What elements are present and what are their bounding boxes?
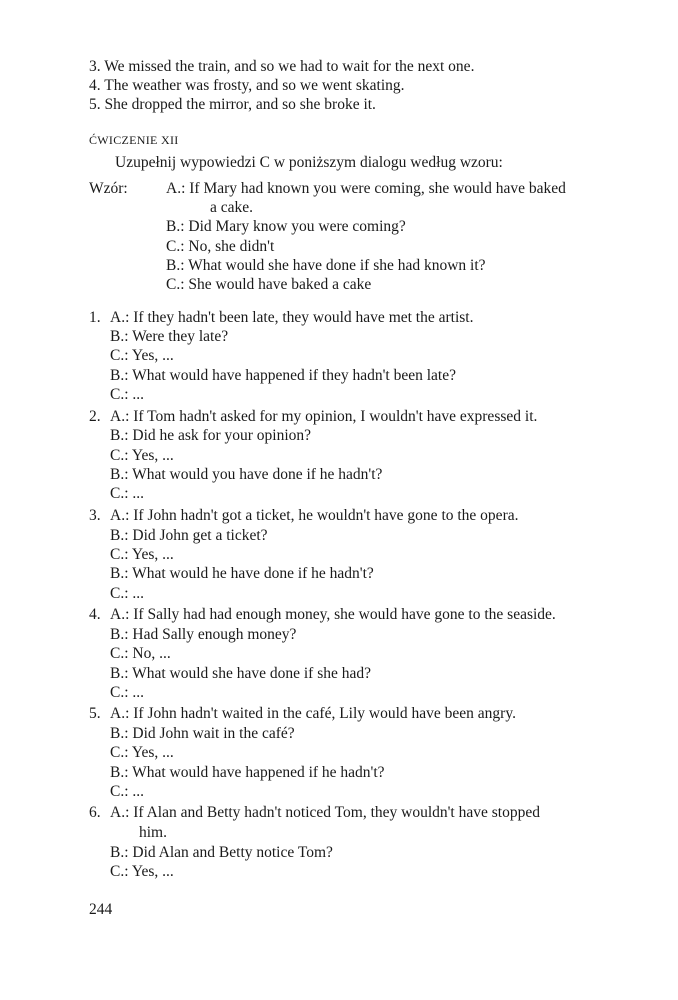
dialogue-2-c2: C.: ... — [110, 485, 145, 502]
exercise-instruction: Uzupełnij wypowiedzi C w poniższym dialogu według wzoru: — [115, 154, 503, 171]
dialogue-1-number: 1. — [89, 309, 101, 326]
top-item-5: 5. She dropped the mirror, and so she broke it. — [89, 96, 376, 113]
dialogue-2-a: A.: If Tom hadn't asked for my opinion, I wouldn't have expressed it. — [110, 408, 538, 425]
dialogue-3-b1: B.: Did John get a ticket? — [110, 527, 268, 544]
dialogue-2-b1: B.: Did he ask for your opinion? — [110, 427, 312, 444]
top-item-4: 4. The weather was frosty, and so we went skating. — [89, 77, 405, 94]
wzor-line-b1: B.: Did Mary know you were coming? — [166, 218, 406, 235]
dialogue-1-c1: C.: Yes, ... — [110, 347, 174, 364]
dialogue-6-a-cont: him. — [139, 824, 167, 841]
wzor-line-c2: C.: She would have baked a cake — [166, 276, 372, 293]
wzor-line-a-cont: a cake. — [210, 199, 254, 216]
dialogue-1-b1: B.: Were they late? — [110, 328, 229, 345]
wzor-line-c1: C.: No, she didn't — [166, 238, 275, 255]
dialogue-1-b2: B.: What would have happened if they hadn't been late? — [110, 367, 456, 384]
dialogue-6-b1: B.: Did Alan and Betty notice Tom? — [110, 844, 333, 861]
wzor-line-a: A.: If Mary had known you were coming, she would have baked — [166, 180, 566, 197]
wzor-line-b2: B.: What would she have done if she had known it? — [166, 257, 486, 274]
dialogue-4-b1: B.: Had Sally enough money? — [110, 626, 297, 643]
page-number: 244 — [89, 901, 113, 918]
dialogue-4-number: 4. — [89, 606, 101, 623]
dialogue-4-a: A.: If Sally had had enough money, she would have gone to the seaside. — [110, 606, 556, 623]
dialogue-5-b1: B.: Did John wait in the café? — [110, 725, 295, 742]
dialogue-4-c2: C.: ... — [110, 684, 145, 701]
dialogue-5-number: 5. — [89, 705, 101, 722]
dialogue-6-a: A.: If Alan and Betty hadn't noticed Tom, they wouldn't have stopped — [110, 804, 540, 821]
dialogue-2-number: 2. — [89, 408, 101, 425]
dialogue-2-c1: C.: Yes, ... — [110, 447, 174, 464]
dialogue-3-c2: C.: ... — [110, 585, 145, 602]
dialogue-6-number: 6. — [89, 804, 101, 821]
dialogue-3-b2: B.: What would he have done if he hadn't? — [110, 565, 374, 582]
dialogue-5-b2: B.: What would have happened if he hadn't? — [110, 764, 385, 781]
dialogue-4-b2: B.: What would she have done if she had? — [110, 665, 371, 682]
dialogue-6-c1: C.: Yes, ... — [110, 863, 174, 880]
dialogue-3-a: A.: If John hadn't got a ticket, he wouldn't have gone to the opera. — [110, 507, 519, 524]
dialogue-4-c1: C.: No, ... — [110, 645, 171, 662]
top-item-3: 3. We missed the train, and so we had to wait for the next one. — [89, 58, 475, 75]
dialogue-5-c1: C.: Yes, ... — [110, 744, 174, 761]
wzor-label: Wzór: — [89, 180, 128, 197]
dialogue-1-a: A.: If they hadn't been late, they would have met the artist. — [110, 309, 474, 326]
exercise-heading: ĆWICZENIE XII — [89, 133, 179, 147]
dialogue-5-a: A.: If John hadn't waited in the café, Lily would have been angry. — [110, 705, 516, 722]
dialogue-1-c2: C.: ... — [110, 386, 145, 403]
dialogue-2-b2: B.: What would you have done if he hadn't? — [110, 466, 383, 483]
dialogue-5-c2: C.: ... — [110, 783, 145, 800]
dialogue-3-c1: C.: Yes, ... — [110, 546, 174, 563]
dialogue-3-number: 3. — [89, 507, 101, 524]
